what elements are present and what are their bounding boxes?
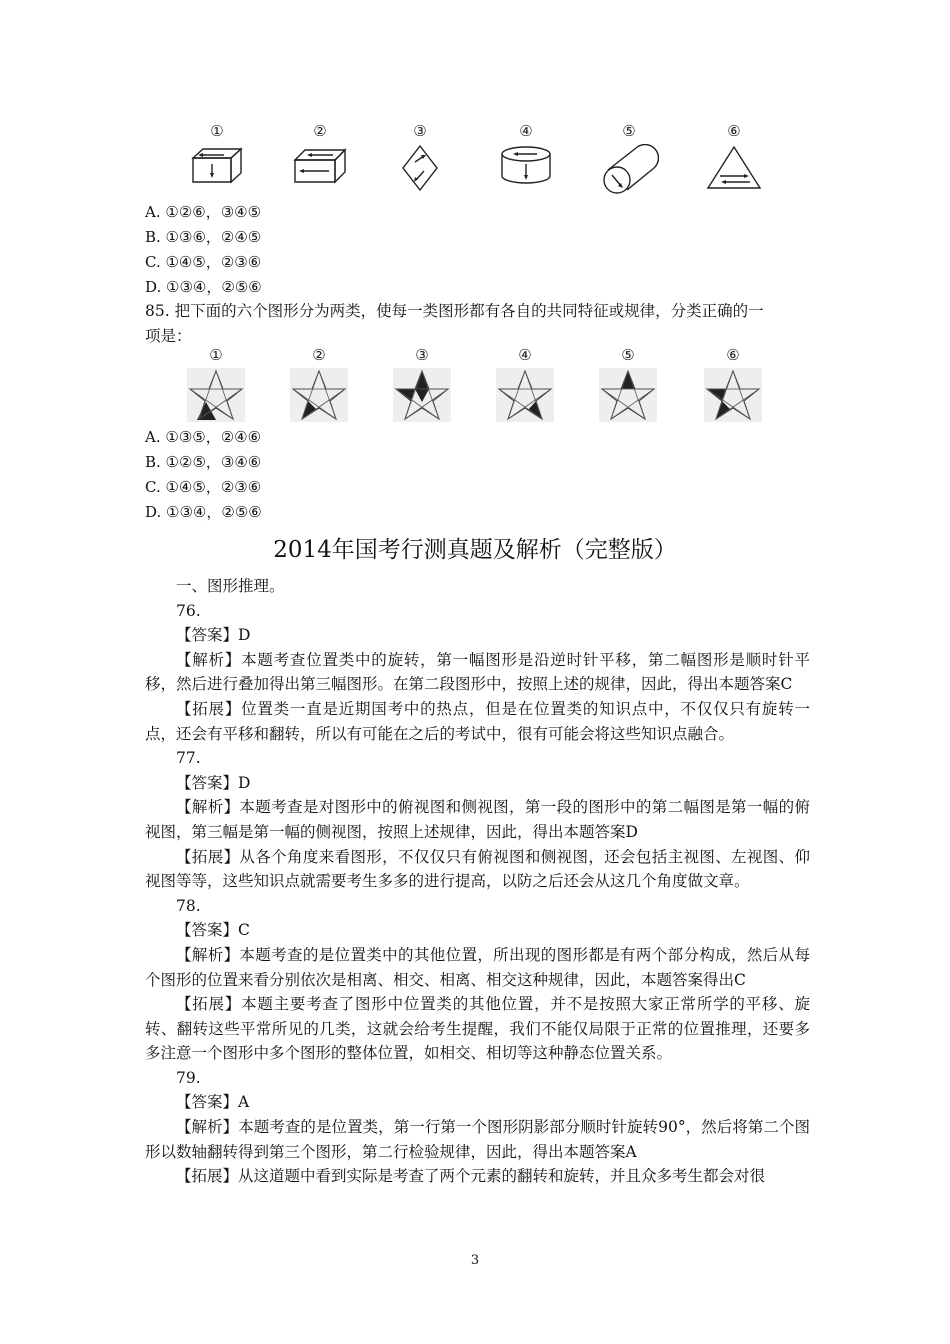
star-shaded-icon xyxy=(496,368,554,422)
body-paragraph: 【拓展】本题主要考查了图形中位置类的其他位置，并不是按照大家正常所学的平移、旋转、翻转这些平常所见的几类，这就会给考生提醒，我们不能仅局限于正常的位置推理，还要多多注意一个图形中多个图形的整体位置，如相交、相切等这种静态位置关系。 xyxy=(145,995,810,1063)
q85-option-c: C. ①④⑤，②③⑥ xyxy=(145,478,262,496)
cylinder-arrow-icon xyxy=(499,144,553,186)
body-paragraph: 【拓展】位置类一直是近期国考中的热点，但是在位置类的知识点中，不仅仅只有旋转一点，还会有平移和翻转，所以有可能在之后的考试中，很有可能会将这些知识点融合。 xyxy=(145,699,810,743)
figure-label: ③ xyxy=(415,346,429,364)
q85-figure-6 xyxy=(703,346,763,422)
answer-body xyxy=(145,574,810,1189)
body-paragraph: 77. xyxy=(176,749,201,768)
star-shaded-icon xyxy=(290,368,348,422)
star-shaded-icon xyxy=(599,368,657,422)
figure-label: ③ xyxy=(413,122,427,140)
star-shaded-icon xyxy=(393,368,451,422)
q85-option-b: B. ①②⑤，③④⑥ xyxy=(145,453,262,471)
star-shaded-icon xyxy=(187,368,245,422)
body-paragraph: 一、图形推理。 xyxy=(176,577,285,595)
figure-label: ④ xyxy=(518,346,532,364)
q84-figure-6 xyxy=(704,122,764,192)
figure-label: ⑤ xyxy=(621,346,635,364)
body-paragraph: 【解析】本题考查的是位置类中的其他位置，所出现的图形都是有两个部分构成，然后从每个图形的位置来看分别依次是相离、相交、相离、相交这种规律，因此，本题答案得出C xyxy=(145,945,810,989)
body-paragraph: 【答案】D xyxy=(176,626,251,645)
body-paragraph: 【答案】D xyxy=(176,773,251,792)
body-paragraph: 【答案】C xyxy=(176,921,250,940)
q85-option-d: D. ①③④，②⑤⑥ xyxy=(145,503,262,521)
q84-figure-5 xyxy=(598,122,660,196)
section-title: 2014年国考行测真题及解析（完整版） xyxy=(273,537,677,563)
q84-figure-4 xyxy=(498,122,554,186)
body-paragraph: 79. xyxy=(176,1068,201,1087)
figure-label: ② xyxy=(312,346,326,364)
figure-label: ⑤ xyxy=(622,122,636,140)
diamond-arrow-icon xyxy=(399,144,441,192)
body-paragraph: 【解析】本题考查位置类中的旋转，第一幅图形是沿逆时针平移，第二幅图形是顺时针平移，然后进行叠加得出第三幅图形。在第二段图形中，按照上述的规律，因此，得出本题答案C xyxy=(145,650,810,694)
q85-figure-3 xyxy=(392,346,452,422)
tilted-cylinder-icon xyxy=(599,144,659,196)
q85-figure-4 xyxy=(495,346,555,422)
figure-label: ④ xyxy=(519,122,533,140)
body-paragraph: 【答案】A xyxy=(176,1093,250,1112)
q84-figure-1 xyxy=(188,122,246,184)
q84-option-a: A. ①②⑥，③④⑤ xyxy=(145,203,262,221)
body-paragraph: 【解析】本题考查是对图形中的俯视图和侧视图，第一段的图形中的第二幅图是第一幅的俯视图，第三幅是第一幅的侧视图，按照上述规律，因此，得出本题答案D xyxy=(145,798,810,841)
figure-label: ⑥ xyxy=(727,122,741,140)
q85-option-a: A. ①③⑤，②④⑥ xyxy=(145,428,262,446)
q85-figure-1 xyxy=(186,346,246,422)
triangle-arrow-icon xyxy=(705,144,763,192)
q85-figure-5 xyxy=(598,346,658,422)
q85-stem-line1: 85. 把下面的六个图形分为两类，使每一类图形都有各自的共同特征或规律，分类正确的一 xyxy=(145,302,764,320)
q84-option-d: D. ①③④，②⑤⑥ xyxy=(145,278,262,296)
body-paragraph: 【拓展】从这道题中看到实际是考查了两个元素的翻转和旋转，并且众多考生都会对很 xyxy=(176,1167,766,1186)
figure-label: ⑥ xyxy=(726,346,740,364)
q84-figure-2 xyxy=(290,122,350,184)
body-paragraph: 【解析】本题考查的是位置类，第一行第一个图形阴影部分顺时针旋转90°，然后将第二个图形以数轴翻转得到第三个图形，第二行检验规律，因此，得出本题答案A xyxy=(145,1118,810,1161)
page-number: 3 xyxy=(470,1253,480,1268)
q85-figure-2 xyxy=(289,346,349,422)
figure-label: ① xyxy=(210,122,224,140)
q84-option-c: C. ①④⑤，②③⑥ xyxy=(145,253,262,271)
body-paragraph: 【拓展】从各个角度来看图形，不仅仅只有俯视图和侧视图，还会包括主视图、左视图、仰视图等等，这些知识点就需要考生多多的进行提高，以防之后还会从这几个角度做文章。 xyxy=(145,847,810,891)
box-arrow-icon xyxy=(291,144,349,184)
q84-figure-3 xyxy=(398,122,442,192)
q84-option-b: B. ①③⑥，②④⑤ xyxy=(145,228,262,246)
body-paragraph: 78. xyxy=(176,896,201,915)
body-paragraph: 76. xyxy=(176,601,201,620)
q85-stem-line2: 项是： xyxy=(145,327,192,345)
box-arrow-icon xyxy=(189,144,245,184)
star-shaded-icon xyxy=(704,368,762,422)
figure-label: ② xyxy=(313,122,327,140)
figure-label: ① xyxy=(209,346,223,364)
